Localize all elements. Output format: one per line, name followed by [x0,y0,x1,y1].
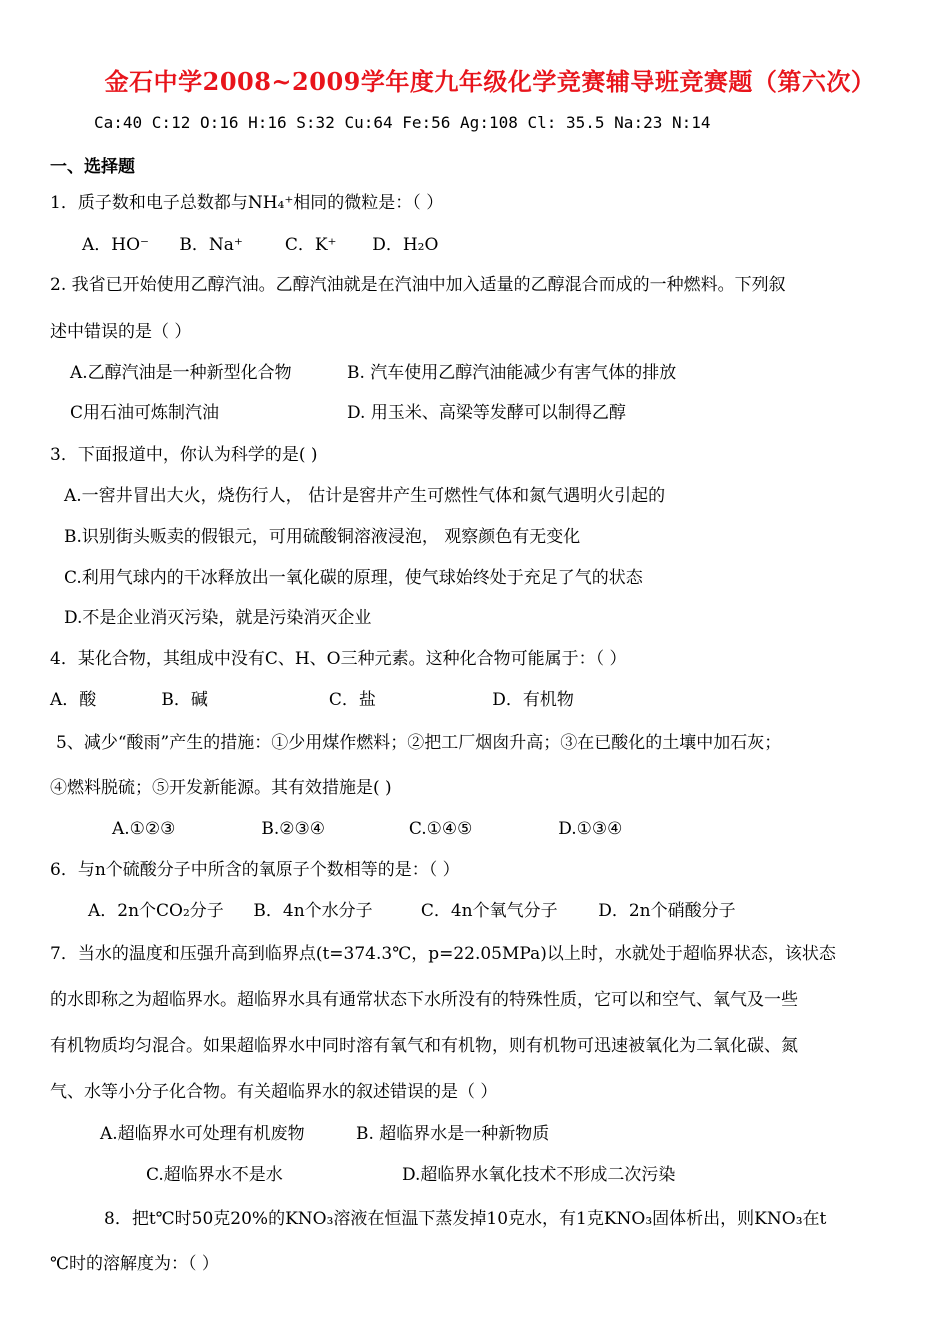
question-5-stem-line1: 5、减少“酸雨”产生的措施：①少用煤作燃料；②把工厂烟囱升高；③在已酸化的土壤中加石灰； [56,733,782,753]
q1-option-a: A．HO⁻ [82,235,150,255]
question-2-stem-line2: 述中错误的是（ ） [50,322,192,342]
question-4-stem: 4．某化合物，其组成中没有C、H、O三种元素。这种化合物可能属于：（ ） [50,649,627,669]
question-5-options [112,817,622,841]
atomic-masses: Ca:40 C:12 O:16 H:16 S:32 Cu:64 Fe:56 Ag:108 Cl: 35.5 Na:23 N:14 [94,113,711,132]
q1-option-c: C．K⁺ [284,235,337,255]
question-7-stem-line1: 7．当水的温度和压强升高到临界点(t=374.3℃，p=22.05MPa)以上时，水就处于超临界状态，该状态 [50,944,836,964]
q5-option-a: A.①②③ [112,819,176,839]
question-3-stem: 3．下面报道中，你认为科学的是( ) [50,445,318,465]
q2-option-d: D. 用玉米、高梁等发酵可以制得乙醇 [347,403,626,423]
q4-option-a: A．酸 [50,690,97,710]
question-6-stem: 6．与n个硫酸分子中所含的氧原子个数相等的是：（ ） [50,860,460,880]
question-1-stem: 1．质子数和电子总数都与NH₄⁺相同的微粒是：（ ） [50,193,444,213]
q7-option-b: B. 超临界水是一种新物质 [356,1124,550,1144]
q2-option-a: A.乙醇汽油是一种新型化合物 [70,363,292,383]
question-8-stem-line1: 8．把t℃时50克20%的KNO₃溶液在恒温下蒸发掉10克水，有1克KNO₃固体析出，则KNO₃在t [104,1209,827,1229]
q6-option-d: D．2n个硝酸分子 [598,901,736,921]
q4-option-d: D．有机物 [492,690,574,710]
page-title: 金石中学2008~2009学年度九年级化学竞赛辅导班竞赛题（第六次） [104,67,876,96]
section-heading: 一、选择题 [50,157,135,177]
q6-option-a: A．2n个CO₂分子 [88,901,224,921]
question-5-stem-line2: ④燃料脱硫；⑤开发新能源。其有效措施是( ) [50,778,392,798]
question-6-options [88,899,736,923]
question-7-stem-line2: 的水即称之为超临界水。超临界水具有通常状态下水所没有的特殊性质，它可以和空气、氧气及一些 [50,990,798,1010]
q7-option-c: C.超临界水不是水 [146,1165,283,1185]
question-2-stem-line1: 2. 我省已开始使用乙醇汽油。乙醇汽油就是在汽油中加入适量的乙醇混合而成的一种燃料。下列叙 [50,275,786,295]
q3-option-b: B.识别街头贩卖的假银元，可用硫酸铜溶液浸泡， 观察颜色有无变化 [64,527,581,547]
q5-option-c: C.①④⑤ [408,819,473,839]
q4-option-b: B．碱 [161,690,208,710]
question-8-stem-line2: ℃时的溶解度为：（ ） [50,1254,219,1274]
q3-option-c: C.利用气球内的干冰释放出一氧化碳的原理，使气球始终处于充足了气的状态 [64,568,643,588]
q2-option-b: B. 汽车使用乙醇汽油能减少有害气体的排放 [347,363,677,383]
q7-option-a: A.超临界水可处理有机废物 [100,1124,305,1144]
q7-option-d: D.超临界水氧化技术不形成二次污染 [402,1165,676,1185]
q4-option-c: C．盐 [328,690,376,710]
q3-option-d: D.不是企业消灭污染，就是污染消灭企业 [64,608,372,628]
question-7-stem-line3: 有机物质均匀混合。如果超临界水中同时溶有氧气和有机物，则有机物可迅速被氧化为二氧化碳、氮 [50,1036,798,1056]
q5-option-b: B.②③④ [261,819,326,839]
q5-option-d: D.①③④ [558,819,623,839]
q6-option-b: B．4n个水分子 [253,901,373,921]
q1-option-d: D．H₂O [372,235,439,255]
q3-option-a: A.一窖井冒出大火，烧伤行人， 估计是窖井产生可燃性气体和氮气遇明火引起的 [64,486,666,506]
q6-option-c: C．4n个氧气分子 [420,901,558,921]
question-7-stem-line4: 气、水等小分子化合物。有关超临界水的叙述错误的是（ ） [50,1082,498,1102]
question-4-options [50,688,574,712]
question-1-options [82,233,438,257]
q1-option-b: B．Na⁺ [179,235,243,255]
q2-option-c: C用石油可炼制汽油 [70,403,220,423]
